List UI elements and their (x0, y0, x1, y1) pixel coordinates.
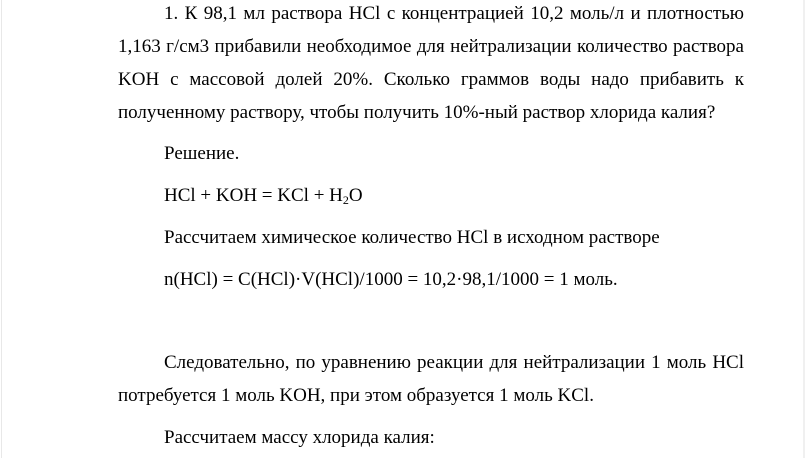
problem-line-3: KOH с массовой долей 20%. Сколько граммов воды надо прибавить к (118, 69, 744, 90)
reaction-equation (164, 185, 363, 207)
equation-subscript: 2 (342, 193, 349, 207)
problem-line-1: 1. К 98,1 мл раствора HCl с концентрацией 10,2 моль/л и плотностью (164, 3, 744, 24)
equation-right: O (348, 185, 363, 206)
equation-left: HCl + KOH = KCl + H (164, 185, 343, 206)
solution-heading: Решение. (164, 143, 240, 164)
page-edge-right (803, 0, 805, 458)
step-2-line-1: Следовательно, по уравнению реакции для нейтрализации 1 моль HCl (164, 352, 744, 373)
step-1-text: Рассчитаем химическое количество HCl в исходном растворе (164, 227, 660, 248)
problem-line-4: полученному раствору, чтобы получить 10%-ный раствор хлорида калия? (118, 102, 716, 123)
problem-line-2: 1,163 г/см3 прибавили необходимое для нейтрализации количество раствора (118, 36, 744, 57)
step-3-text: Рассчитаем массу хлорида калия: (164, 427, 435, 448)
page-edge-left (1, 0, 2, 458)
step-2-line-2: потребуется 1 моль KOH, при этом образуется 1 моль KCl. (118, 385, 594, 406)
formula-1: n(HCl) = C(HCl)·V(HCl)/1000 = 10,2·98,1/1000 = 1 моль. (164, 269, 618, 290)
